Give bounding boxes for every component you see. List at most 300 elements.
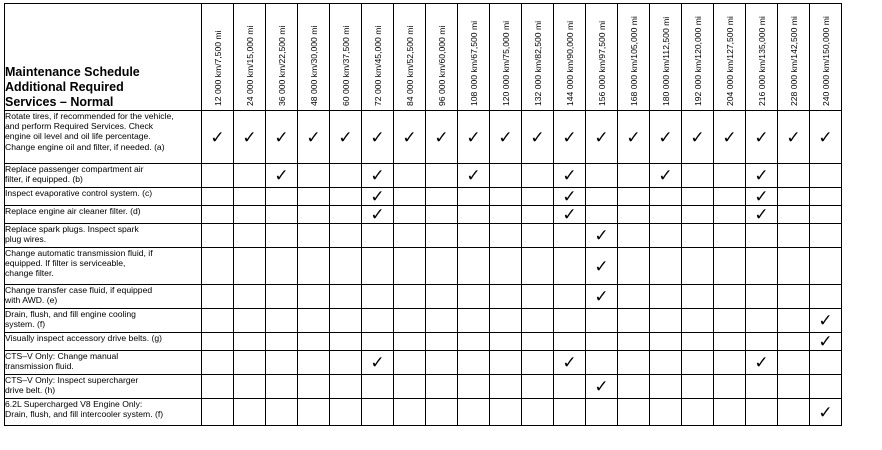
interval-cell — [426, 351, 458, 375]
interval-cell — [426, 111, 458, 164]
service-description-line: system. (f) — [5, 319, 46, 330]
interval-cell — [298, 351, 330, 375]
interval-cell — [682, 164, 714, 188]
service-description — [5, 188, 202, 206]
service-description — [5, 309, 202, 333]
interval-cell — [778, 351, 810, 375]
interval-cell — [202, 164, 234, 188]
interval-cell — [682, 285, 714, 309]
schedule-title-line: Maintenance Schedule — [5, 65, 140, 79]
interval-cell — [362, 224, 394, 248]
interval-cell — [746, 224, 778, 248]
interval-cell — [522, 188, 554, 206]
interval-cell — [810, 164, 842, 188]
service-description — [5, 206, 202, 224]
interval-column-header — [298, 4, 330, 111]
interval-cell — [778, 206, 810, 224]
interval-cell — [362, 164, 394, 188]
check-mark-icon: ✓ — [370, 353, 385, 372]
interval-cell — [266, 399, 298, 426]
interval-cell — [586, 111, 618, 164]
interval-cell — [650, 206, 682, 224]
interval-cell — [778, 399, 810, 426]
interval-column-header — [362, 4, 394, 111]
check-mark-icon: ✓ — [754, 166, 769, 185]
service-row — [5, 375, 842, 399]
interval-cell — [266, 248, 298, 285]
interval-cell — [522, 111, 554, 164]
interval-cell — [618, 111, 650, 164]
service-description — [5, 248, 202, 285]
service-row — [5, 111, 842, 164]
interval-cell — [650, 111, 682, 164]
service-description-line: CTS–V Only: Inspect supercharger — [5, 375, 139, 385]
interval-column-header — [202, 4, 234, 111]
interval-cell — [554, 285, 586, 309]
interval-cell — [810, 188, 842, 206]
check-mark-icon: ✓ — [562, 166, 577, 185]
check-mark-icon: ✓ — [402, 127, 417, 147]
interval-label: 12 000 km/7,500 mi — [212, 30, 223, 106]
interval-cell — [746, 248, 778, 285]
interval-cell — [458, 164, 490, 188]
interval-cell — [714, 111, 746, 164]
interval-cell — [266, 188, 298, 206]
interval-cell — [234, 351, 266, 375]
interval-cell — [522, 375, 554, 399]
interval-cell — [778, 309, 810, 333]
service-description-line: equipped. If filter is serviceable, — [5, 258, 126, 269]
service-description-line: drive belt. (h) — [5, 385, 56, 396]
service-description-line: plug wires. — [5, 234, 47, 245]
interval-cell — [778, 375, 810, 399]
interval-cell — [810, 206, 842, 224]
interval-label: 96 000 km/60,000 mi — [436, 25, 447, 106]
interval-cell — [234, 399, 266, 426]
interval-cell — [714, 399, 746, 426]
service-row — [5, 399, 842, 426]
interval-cell — [490, 333, 522, 351]
interval-cell — [234, 375, 266, 399]
check-mark-icon: ✓ — [370, 166, 385, 185]
interval-cell — [266, 351, 298, 375]
interval-cell — [586, 164, 618, 188]
interval-cell — [394, 285, 426, 309]
service-description-line: CTS–V Only: Change manual — [5, 351, 119, 361]
interval-cell — [458, 333, 490, 351]
interval-cell — [522, 351, 554, 375]
service-description-line: 6.2L Supercharged V8 Engine Only: — [5, 399, 143, 409]
interval-column-header — [522, 4, 554, 111]
interval-label: 156 000 km/97,500 mi — [596, 20, 607, 106]
interval-cell — [298, 285, 330, 309]
interval-cell — [298, 309, 330, 333]
interval-cell — [266, 206, 298, 224]
service-description-line: change filter. — [5, 268, 54, 279]
interval-cell — [554, 351, 586, 375]
maintenance-schedule-table — [4, 3, 842, 426]
interval-cell — [810, 285, 842, 309]
service-description-line: Replace spark plugs. Inspect spark — [5, 224, 139, 234]
interval-cell — [234, 206, 266, 224]
interval-cell — [810, 351, 842, 375]
service-description — [5, 164, 202, 188]
interval-cell — [330, 351, 362, 375]
interval-cell — [650, 188, 682, 206]
interval-cell — [202, 375, 234, 399]
interval-cell — [202, 224, 234, 248]
service-description-line: Drain, flush, and fill intercooler system. (f) — [5, 409, 164, 420]
interval-cell — [650, 333, 682, 351]
service-description-line: Rotate tires, if recommended for the vehicle, — [5, 111, 174, 121]
interval-cell — [810, 309, 842, 333]
interval-cell — [298, 224, 330, 248]
interval-cell — [234, 309, 266, 333]
interval-cell — [298, 111, 330, 164]
interval-column-header — [650, 4, 682, 111]
check-mark-icon: ✓ — [818, 127, 833, 147]
interval-cell — [682, 224, 714, 248]
interval-cell — [490, 164, 522, 188]
interval-cell — [714, 164, 746, 188]
interval-cell — [266, 309, 298, 333]
schedule-title-line: Services – Normal — [5, 95, 114, 109]
check-mark-icon: ✓ — [818, 402, 833, 422]
interval-label: 180 000 km/112,500 mi — [660, 16, 671, 106]
interval-cell — [810, 399, 842, 426]
interval-cell — [618, 351, 650, 375]
interval-cell — [490, 309, 522, 333]
interval-cell — [458, 206, 490, 224]
interval-cell — [458, 188, 490, 206]
interval-cell — [362, 285, 394, 309]
interval-label: 84 000 km/52,500 mi — [404, 25, 415, 106]
interval-cell — [330, 164, 362, 188]
interval-cell — [362, 333, 394, 351]
check-mark-icon: ✓ — [370, 187, 385, 206]
check-mark-icon: ✓ — [594, 256, 609, 276]
interval-column-header — [682, 4, 714, 111]
interval-cell — [330, 111, 362, 164]
interval-cell — [650, 224, 682, 248]
interval-label: 132 000 km/82,500 mi — [532, 20, 543, 106]
interval-cell — [330, 188, 362, 206]
interval-column-header — [458, 4, 490, 111]
interval-cell — [298, 248, 330, 285]
check-mark-icon: ✓ — [274, 127, 289, 147]
interval-label: 120 000 km/75,000 mi — [500, 20, 511, 106]
interval-column-header — [234, 4, 266, 111]
interval-column-header — [426, 4, 458, 111]
interval-cell — [810, 375, 842, 399]
interval-cell — [682, 111, 714, 164]
interval-cell — [394, 248, 426, 285]
interval-cell — [522, 285, 554, 309]
interval-cell — [682, 351, 714, 375]
service-description — [5, 351, 202, 375]
interval-cell — [810, 111, 842, 164]
interval-column-header — [810, 4, 842, 111]
interval-cell — [586, 224, 618, 248]
interval-cell — [746, 285, 778, 309]
interval-cell — [682, 188, 714, 206]
service-description — [5, 224, 202, 248]
interval-cell — [426, 164, 458, 188]
interval-cell — [650, 248, 682, 285]
check-mark-icon: ✓ — [466, 166, 481, 185]
interval-cell — [362, 309, 394, 333]
service-row — [5, 248, 842, 285]
interval-cell — [362, 111, 394, 164]
service-description-line: Visually inspect accessory drive belts. (g) — [5, 333, 162, 343]
interval-column-header — [490, 4, 522, 111]
interval-cell — [394, 206, 426, 224]
interval-cell — [202, 351, 234, 375]
check-mark-icon: ✓ — [818, 311, 833, 330]
interval-cell — [426, 375, 458, 399]
interval-cell — [714, 375, 746, 399]
schedule-body — [5, 111, 842, 426]
interval-cell — [330, 206, 362, 224]
interval-cell — [394, 111, 426, 164]
interval-label: 36 000 km/22,500 mi — [276, 25, 287, 106]
check-mark-icon: ✓ — [754, 353, 769, 372]
check-mark-icon: ✓ — [690, 127, 705, 147]
interval-label: 168 000 km/105,000 mi — [628, 16, 639, 106]
interval-cell — [490, 188, 522, 206]
interval-cell — [554, 224, 586, 248]
interval-column-header — [746, 4, 778, 111]
interval-cell — [586, 285, 618, 309]
interval-cell — [586, 351, 618, 375]
service-description-line: with AWD. (e) — [5, 295, 58, 306]
check-mark-icon: ✓ — [562, 127, 577, 147]
interval-cell — [266, 164, 298, 188]
interval-label: 216 000 km/135,000 mi — [756, 16, 767, 106]
check-mark-icon: ✓ — [370, 127, 385, 147]
interval-cell — [394, 375, 426, 399]
check-mark-icon: ✓ — [754, 205, 769, 224]
interval-cell — [554, 248, 586, 285]
interval-cell — [202, 188, 234, 206]
interval-cell — [234, 333, 266, 351]
service-row — [5, 188, 842, 206]
interval-cell — [426, 188, 458, 206]
interval-cell — [394, 309, 426, 333]
check-mark-icon: ✓ — [594, 287, 609, 306]
interval-cell — [490, 399, 522, 426]
interval-cell — [362, 375, 394, 399]
interval-cell — [554, 188, 586, 206]
interval-cell — [202, 248, 234, 285]
service-description — [5, 375, 202, 399]
interval-cell — [714, 188, 746, 206]
interval-cell — [298, 375, 330, 399]
interval-cell — [746, 111, 778, 164]
interval-cell — [714, 224, 746, 248]
interval-cell — [490, 351, 522, 375]
interval-cell — [586, 206, 618, 224]
check-mark-icon: ✓ — [594, 226, 609, 245]
interval-header-row — [5, 4, 842, 111]
interval-cell — [554, 164, 586, 188]
interval-cell — [330, 309, 362, 333]
maintenance-schedule-sheet — [4, 3, 842, 426]
service-description-line: and perform Required Services. Check — [5, 121, 154, 132]
check-mark-icon: ✓ — [658, 127, 673, 147]
interval-cell — [746, 206, 778, 224]
interval-cell — [330, 333, 362, 351]
service-description-line: Drain, flush, and fill engine cooling — [5, 309, 136, 319]
interval-cell — [778, 333, 810, 351]
check-mark-icon: ✓ — [466, 127, 481, 147]
check-mark-icon: ✓ — [594, 127, 609, 147]
interval-cell — [618, 375, 650, 399]
interval-cell — [618, 248, 650, 285]
interval-cell — [202, 333, 234, 351]
check-mark-icon: ✓ — [338, 127, 353, 147]
interval-cell — [362, 399, 394, 426]
interval-cell — [426, 333, 458, 351]
service-row — [5, 164, 842, 188]
interval-cell — [682, 375, 714, 399]
interval-cell — [330, 375, 362, 399]
check-mark-icon: ✓ — [370, 205, 385, 224]
interval-cell — [490, 285, 522, 309]
interval-cell — [394, 224, 426, 248]
interval-cell — [330, 399, 362, 426]
interval-cell — [522, 164, 554, 188]
interval-cell — [746, 309, 778, 333]
interval-cell — [298, 333, 330, 351]
interval-cell — [426, 224, 458, 248]
interval-label: 192 000 km/120,000 mi — [692, 16, 703, 106]
service-row — [5, 206, 842, 224]
service-row — [5, 351, 842, 375]
interval-label: 108 000 km/67,500 mi — [468, 20, 479, 106]
interval-cell — [426, 206, 458, 224]
interval-cell — [650, 164, 682, 188]
interval-cell — [234, 188, 266, 206]
interval-cell — [458, 248, 490, 285]
interval-column-header — [266, 4, 298, 111]
interval-cell — [394, 351, 426, 375]
interval-cell — [682, 399, 714, 426]
interval-cell — [714, 333, 746, 351]
interval-cell — [746, 188, 778, 206]
interval-cell — [650, 375, 682, 399]
interval-label: 72 000 km/45,000 mi — [372, 25, 383, 106]
interval-cell — [298, 188, 330, 206]
interval-cell — [682, 248, 714, 285]
interval-label: 144 000 km/90,000 mi — [564, 20, 575, 106]
interval-cell — [490, 224, 522, 248]
interval-cell — [618, 224, 650, 248]
interval-cell — [778, 248, 810, 285]
check-mark-icon: ✓ — [242, 127, 257, 147]
interval-cell — [522, 206, 554, 224]
interval-cell — [234, 164, 266, 188]
interval-cell — [618, 188, 650, 206]
interval-column-header — [554, 4, 586, 111]
interval-cell — [746, 351, 778, 375]
interval-cell — [618, 164, 650, 188]
interval-cell — [490, 206, 522, 224]
interval-cell — [522, 333, 554, 351]
interval-cell — [426, 309, 458, 333]
interval-cell — [426, 248, 458, 285]
interval-cell — [458, 285, 490, 309]
check-mark-icon: ✓ — [306, 127, 321, 147]
service-description — [5, 285, 202, 309]
interval-cell — [586, 375, 618, 399]
check-mark-icon: ✓ — [658, 166, 673, 185]
interval-cell — [714, 206, 746, 224]
check-mark-icon: ✓ — [722, 127, 737, 147]
interval-cell — [202, 285, 234, 309]
interval-cell — [362, 351, 394, 375]
interval-cell — [778, 188, 810, 206]
interval-cell — [426, 285, 458, 309]
interval-cell — [490, 111, 522, 164]
interval-cell — [202, 399, 234, 426]
interval-cell — [394, 399, 426, 426]
schedule-title-line: Additional Required — [5, 80, 124, 94]
interval-cell — [650, 285, 682, 309]
interval-cell — [362, 188, 394, 206]
check-mark-icon: ✓ — [594, 377, 609, 396]
check-mark-icon: ✓ — [530, 127, 545, 147]
interval-cell — [266, 375, 298, 399]
interval-cell — [362, 248, 394, 285]
interval-cell — [426, 399, 458, 426]
interval-column-header — [330, 4, 362, 111]
interval-cell — [682, 333, 714, 351]
interval-cell — [234, 224, 266, 248]
interval-cell — [330, 285, 362, 309]
interval-cell — [394, 164, 426, 188]
interval-cell — [746, 164, 778, 188]
interval-cell — [522, 224, 554, 248]
interval-label: 24 000 km/15,000 mi — [244, 25, 255, 106]
interval-column-header — [394, 4, 426, 111]
service-description-line: engine oil level and oil life percentage. — [5, 131, 151, 142]
service-row — [5, 285, 842, 309]
check-mark-icon: ✓ — [818, 332, 833, 351]
interval-cell — [458, 351, 490, 375]
service-description-line: Inspect evaporative control system. (c) — [5, 188, 153, 198]
service-description — [5, 399, 202, 426]
interval-cell — [266, 111, 298, 164]
service-row — [5, 309, 842, 333]
interval-cell — [522, 248, 554, 285]
check-mark-icon: ✓ — [786, 127, 801, 147]
interval-cell — [714, 248, 746, 285]
interval-cell — [586, 188, 618, 206]
check-mark-icon: ✓ — [626, 127, 641, 147]
service-description-line: Replace passenger compartment air — [5, 164, 144, 174]
service-description-line: Change engine oil and filter, if needed. (a) — [5, 141, 165, 152]
interval-label: 228 000 km/142,500 mi — [788, 16, 799, 106]
interval-cell — [330, 248, 362, 285]
interval-cell — [778, 285, 810, 309]
interval-cell — [778, 224, 810, 248]
interval-cell — [618, 399, 650, 426]
check-mark-icon: ✓ — [210, 127, 225, 147]
interval-cell — [650, 399, 682, 426]
check-mark-icon: ✓ — [562, 353, 577, 372]
interval-cell — [746, 399, 778, 426]
